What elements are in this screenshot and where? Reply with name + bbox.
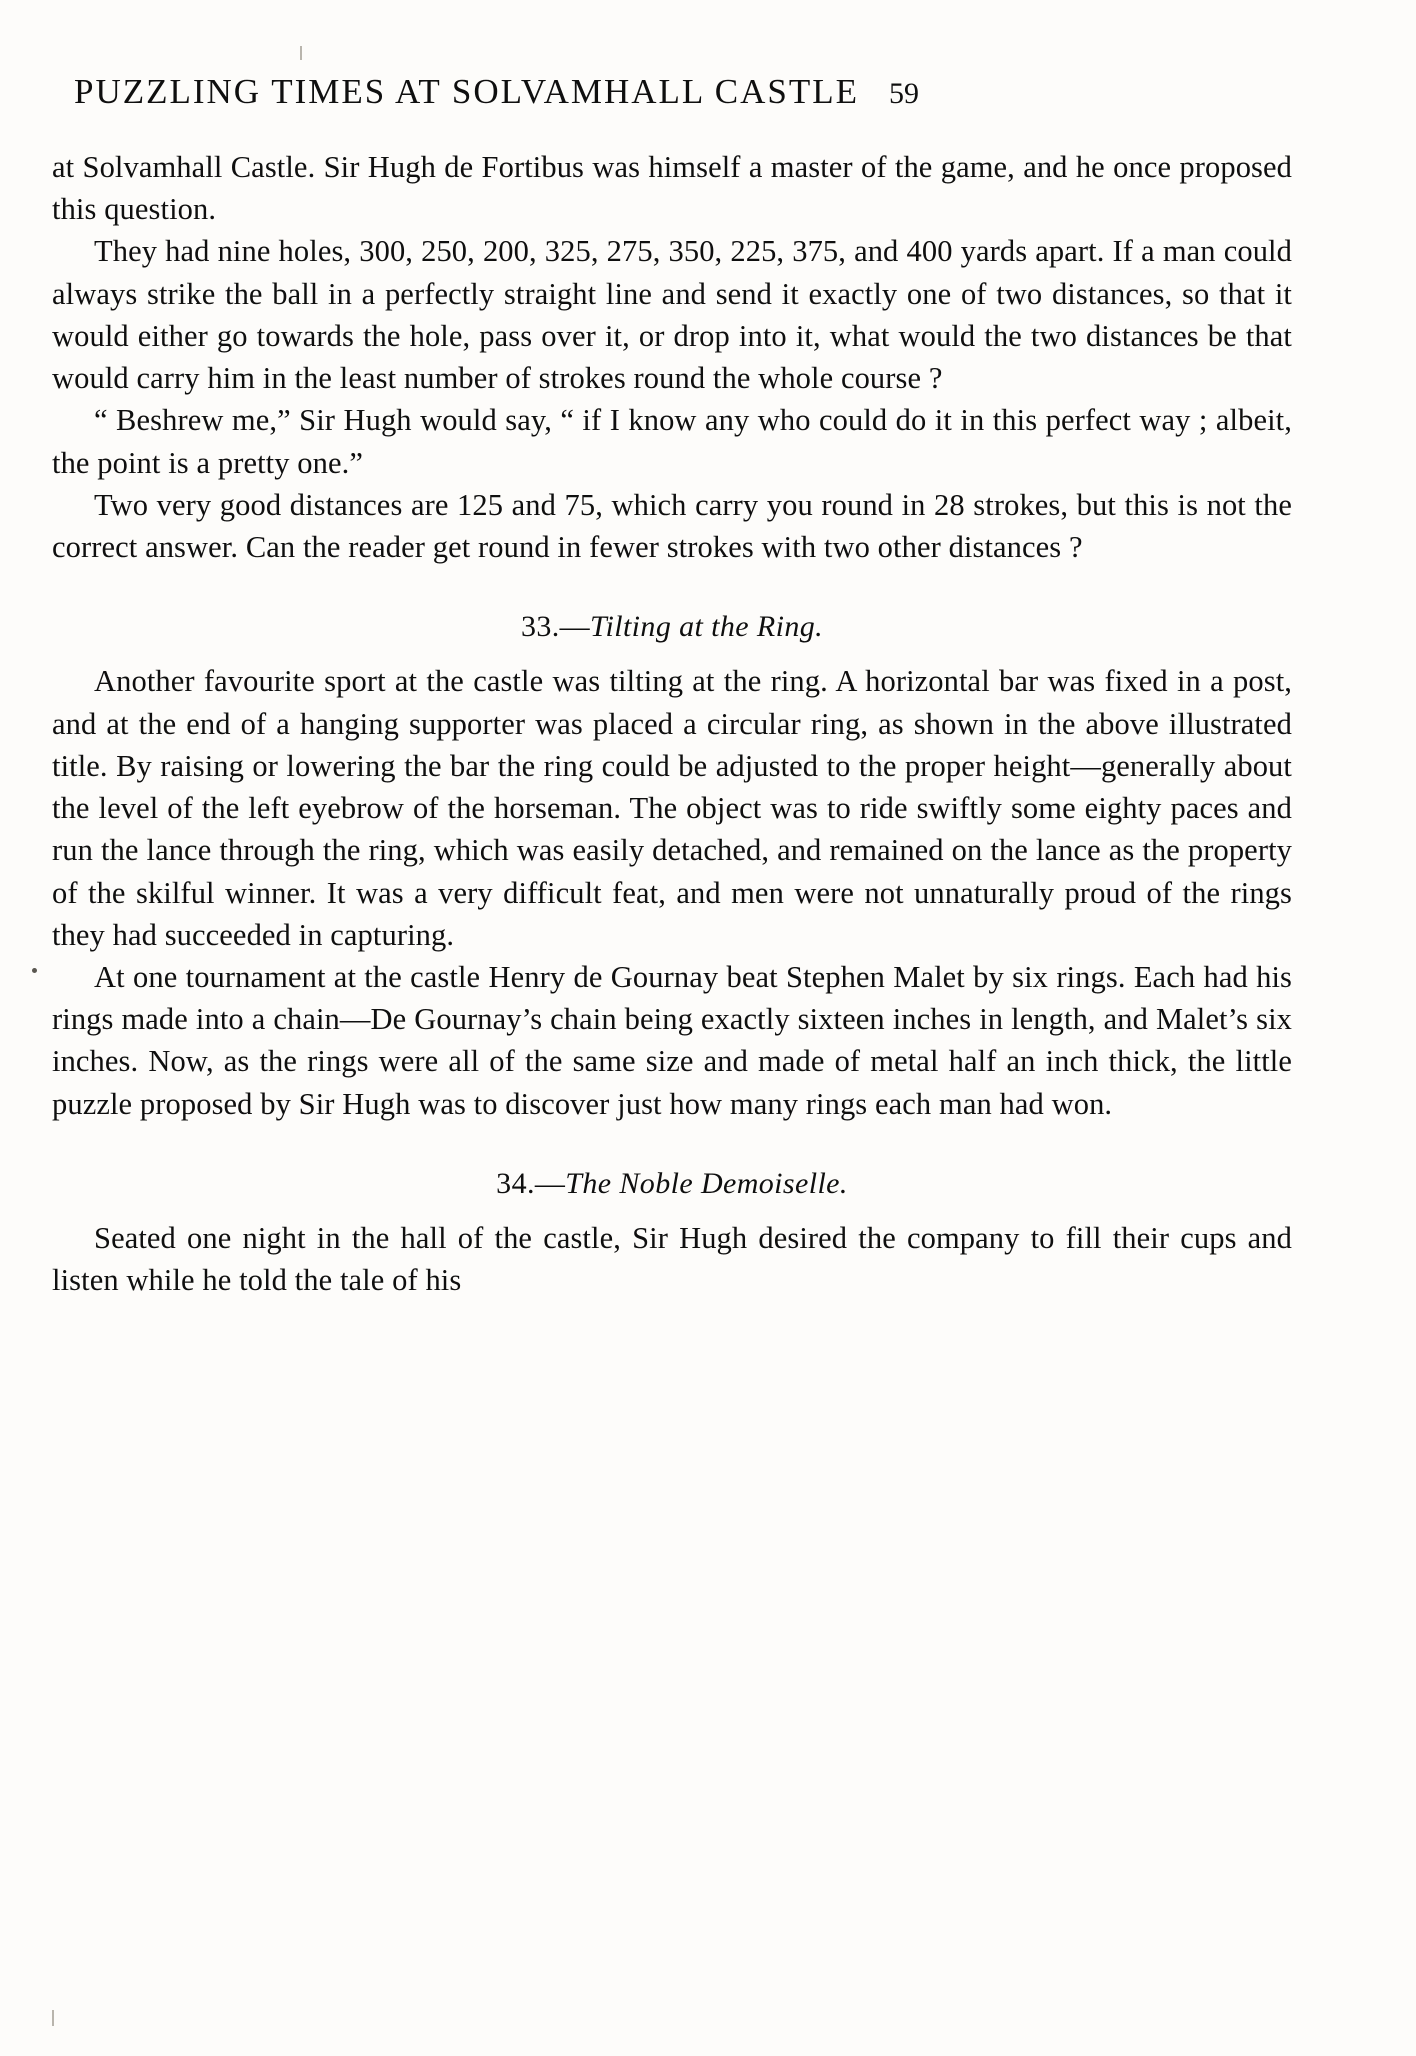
section-heading-34 (52, 1167, 1292, 1201)
running-head (74, 72, 1292, 112)
page-number: 59 (888, 77, 919, 110)
scan-edge-mark-bottom (52, 2010, 54, 2026)
paragraph: at Solvamhall Castle. Sir Hugh de Fortibus was himself a master of the game, and he once proposed this question. (52, 150, 1292, 227)
running-head-title: PUZZLING TIMES AT SOLVAMHALL CASTLE (74, 72, 859, 111)
paragraph: At one tournament at the castle Henry de Gournay beat Stephen Malet by six rings. Each had his rings made into a chain—De Gournay’s chain being exactly sixteen inches in length, and Malet’s six inches. Now, as the rings were all of the same size and made of metal half an inch thick, the little puzzle proposed by Sir Hugh was to discover just how many rings each man had won. (52, 959, 1292, 1121)
paragraph: Another favourite sport at the castle was tilting at the ring. A horizontal bar was fixed in a post, and at the end of a hanging supporter was placed a circular ring, as shown in the above illustrated title. By raising or lowering the bar the ring could be adjusted to the proper height—generally about the level of the left eyebrow of the horseman. The object was to ride swiftly some eighty paces and run the lance through the ring, which was easily detached, and remained on the lance as the property of the skilful winner. It was a very difficult feat, and men were not unnaturally proud of the rings they had succeeded in capturing. (52, 664, 1292, 952)
section-heading-33 (52, 610, 1292, 644)
scan-edge-mark-top (300, 46, 302, 60)
paragraph: “ Beshrew me,” Sir Hugh would say, “ if I know any who could do it in this perfect way ; albeit, the point is a pretty one.” (52, 403, 1292, 480)
section-title: The Noble Demoiselle. (565, 1166, 848, 1200)
paragraph: Two very good distances are 125 and 75, which carry you round in 28 strokes, but this is not the correct answer. Can the reader get round in fewer strokes with two other distances ? (52, 487, 1292, 565)
section-number: 33.— (520, 610, 591, 644)
section-title: Tilting at the Ring. (590, 610, 824, 644)
scan-speck (32, 968, 37, 973)
page-content (52, 72, 1292, 1301)
paragraph: They had nine holes, 300, 250, 200, 325, 275, 350, 225, 375, and 400 yards apart. If a man could always strike the ball in a perfectly straight line and send it exactly one of two distances, so that it would either go towards the hole, pass over it, or drop into it, what would the two distances be that would carry him in the least number of strokes round the whole course ? (52, 234, 1292, 396)
paragraph: Seated one night in the hall of the castle, Sir Hugh desired the company to fill their cups and listen while he told the tale of his (52, 1220, 1292, 1298)
section-number: 34.— (496, 1166, 566, 1200)
